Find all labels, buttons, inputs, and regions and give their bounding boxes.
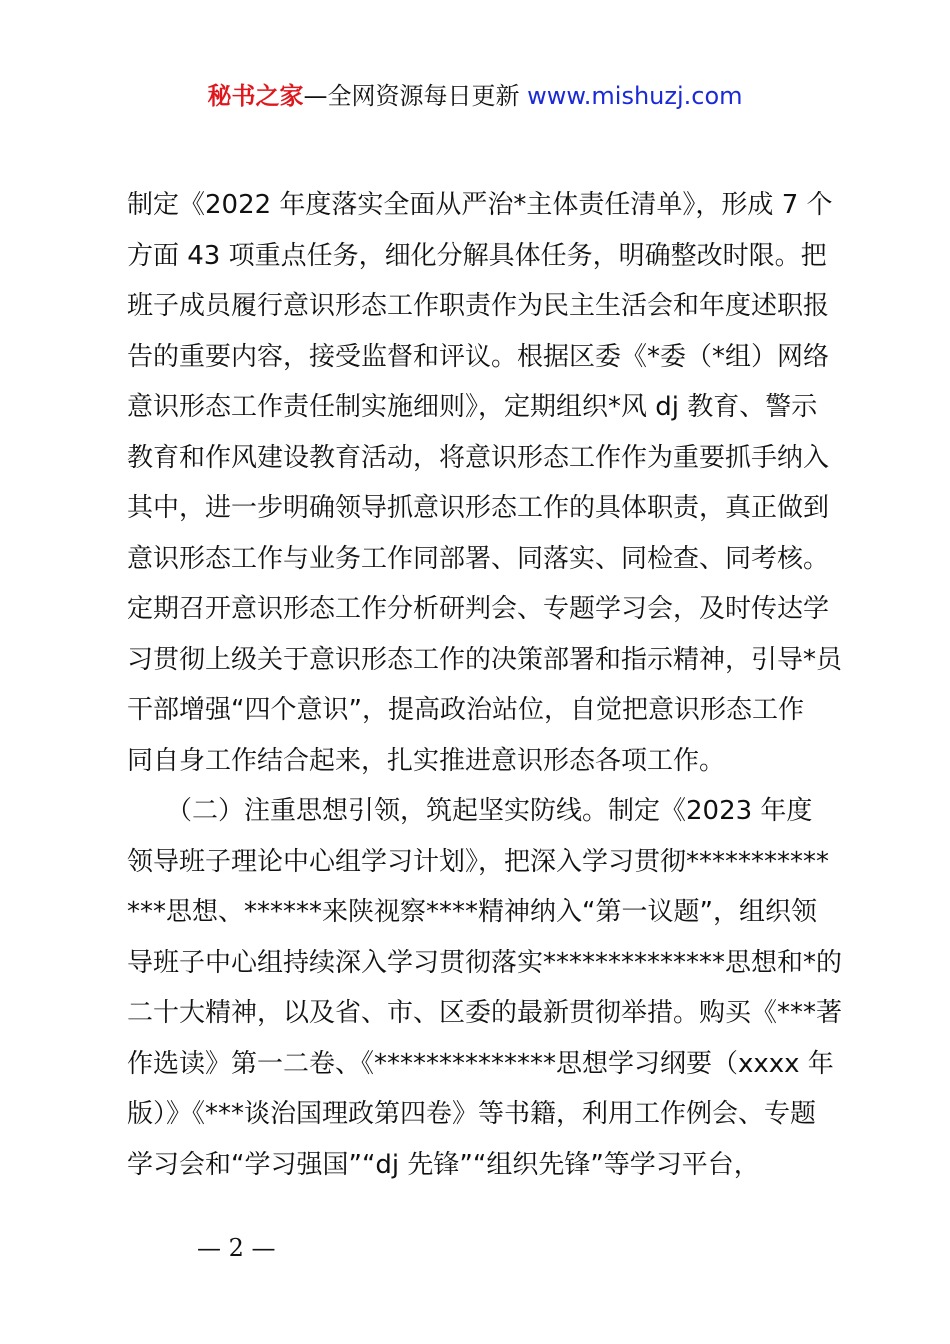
body-line: ***思想、******来陕视察****精神纳入“第一议题”，组织领	[127, 897, 817, 927]
body-line: 定期召开意识形态工作分析研判会、专题学习会，及时传达学	[127, 594, 830, 624]
section-heading-line: （二）注重思想引领，筑起坚实防线。制定《2023 年度	[127, 796, 813, 826]
body-line: 领导班子理论中心组学习计划》，把深入学习贯彻***********	[127, 846, 830, 877]
body-line: 二十大精神，以及省、市、区委的最新贯彻举措。购买《***著	[127, 998, 843, 1028]
body-line: 版）》《***谈治国理政第四卷》等书籍，利用工作例会、专题	[127, 1099, 817, 1129]
site-header	[0, 80, 950, 112]
body-line: 作选读》第一二卷、《**************思想学习纲要（xxxx 年	[127, 1048, 834, 1079]
body-line: 其中，进一步明确领导抓意识形态工作的具体职责，真正做到	[127, 493, 830, 523]
body-line: 制定《2022 年度落实全面从严治*主体责任清单》，形成 7 个	[127, 190, 833, 220]
body-line: 干部增强“四个意识”，提高政治站位，自觉把意识形态工作	[127, 695, 804, 725]
body-line: 班子成员履行意识形态工作职责作为民主生活会和年度述职报	[127, 291, 830, 321]
body-line: 方面 43 项重点任务，细化分解具体任务，明确整改时限。把	[127, 240, 827, 271]
document-body	[127, 180, 847, 1190]
body-line: 学习会和“学习强国”“dj 先锋”“组织先锋”等学习平台，	[127, 1149, 760, 1180]
body-line: 习贯彻上级关于意识形态工作的决策部署和指示精神，引导*员	[127, 644, 843, 675]
body-line: 告的重要内容，接受监督和评议。根据区委《*委（*组）网络	[127, 341, 830, 372]
site-brand: 秘书之家	[207, 82, 304, 110]
body-line: 意识形态工作与业务工作同部署、同落实、同检查、同考核。	[127, 543, 830, 574]
body-line: 教育和作风建设教育活动，将意识形态工作作为重要抓手纳入	[127, 442, 830, 473]
body-line: 导班子中心组持续深入学习贯彻落实**************思想和*的	[127, 947, 843, 978]
body-line: 同自身工作结合起来，扎实推进意识形态各项工作。	[127, 745, 726, 776]
body-line: 意识形态工作责任制实施细则》，定期组织*风 dj 教育、警示	[127, 392, 818, 422]
page-number: — 2 —	[197, 1234, 276, 1262]
site-tagline: —全网资源每日更新	[303, 82, 520, 110]
site-url-link[interactable]: www.mishuzj.com	[527, 82, 743, 110]
